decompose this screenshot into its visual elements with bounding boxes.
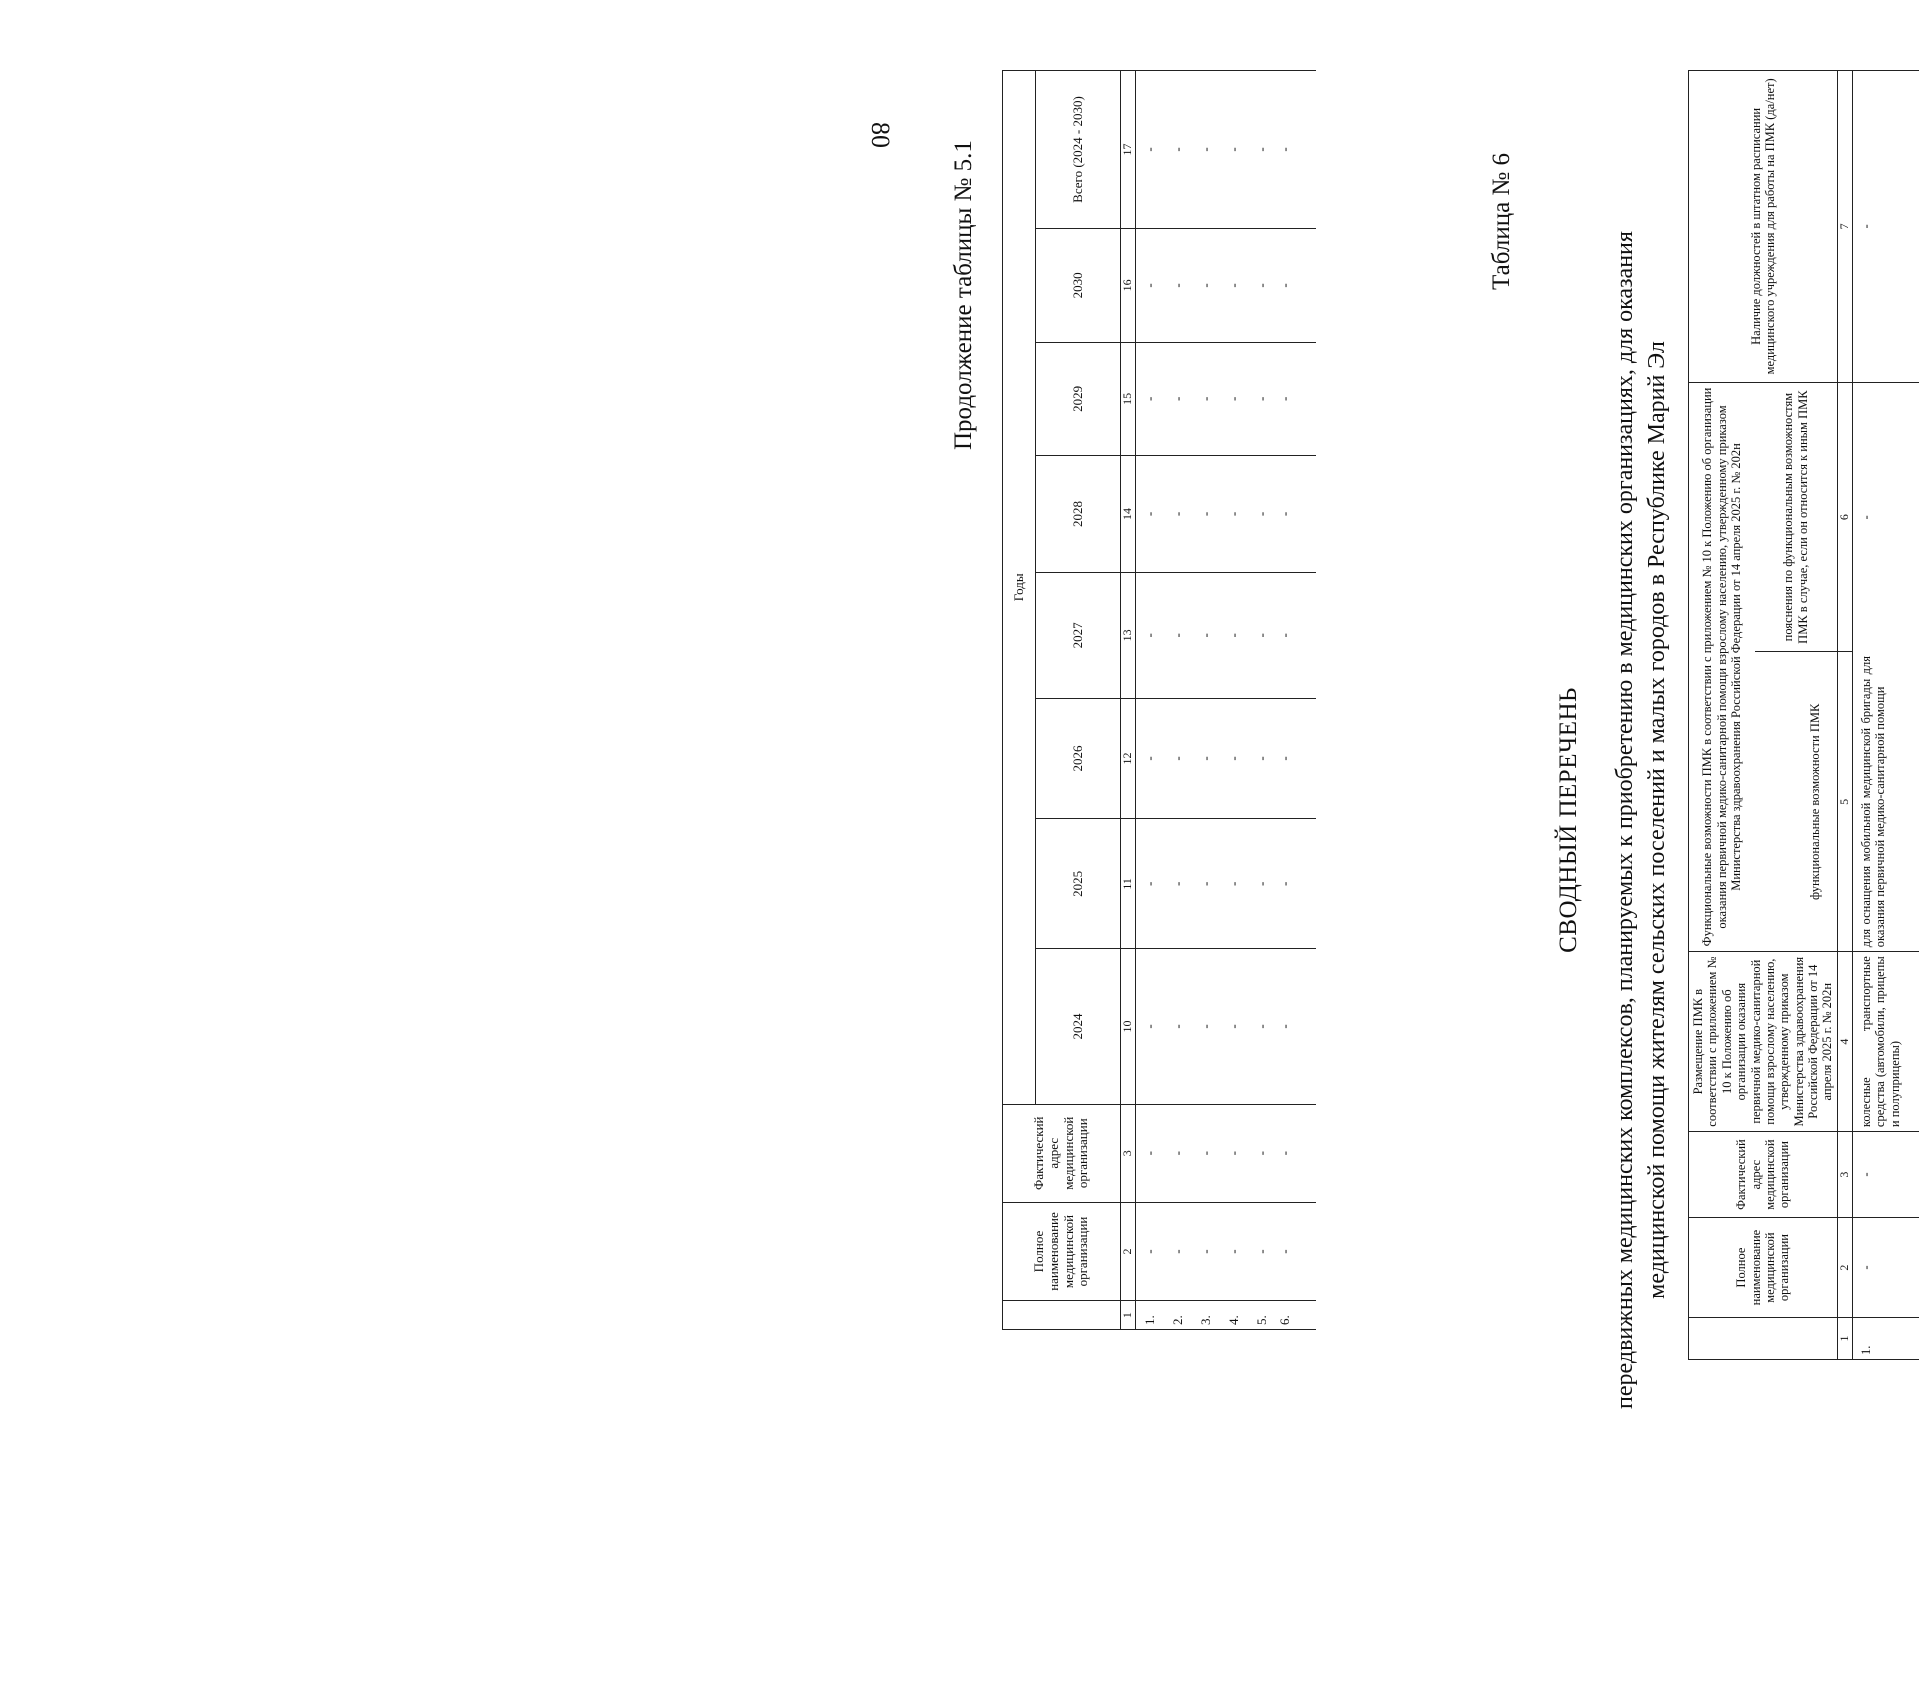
- table-cell: -: [1276, 1104, 1316, 1202]
- table-6-column-numbers: [1837, 71, 1852, 1360]
- table-cell: -: [1164, 1104, 1192, 1202]
- table-cell: -: [1136, 71, 1165, 229]
- header-placement: Размещение ПМК в соответствии с приложением № 10 к Положению об организации оказания первичной медико-санитарной помощи взрослому населению, утвержденному приказом Министерства здравоохранения Российской Федерации от 14 апреля 2025 г. № 202н: [1689, 952, 1838, 1132]
- table-cell: -: [1192, 342, 1220, 455]
- table-cell: -: [1248, 1202, 1276, 1301]
- table-6: [1688, 70, 1919, 1360]
- table-cell: -: [1248, 698, 1276, 819]
- table-cell: -: [1136, 698, 1165, 819]
- table-cell: -: [1852, 1218, 1919, 1318]
- row-number: 1.: [1852, 1318, 1919, 1360]
- column-number: 3: [1837, 1132, 1852, 1218]
- header-address: Фактический адрес медицинской организации: [1003, 1104, 1121, 1202]
- header-functional-group: Функциональные возможности ПМК в соответствии с приложением № 10 к Положению об организации оказания первичной медико-санитарной помощи взрослому населению, утвержденному приказом Министерства здравоохранения Российской Федерации от 14 апреля 2025 г. № 202н: [1689, 382, 1755, 951]
- row-number: 1.: [1136, 1301, 1165, 1330]
- table-cell: -: [1852, 1132, 1919, 1218]
- table-cell: -: [1276, 949, 1316, 1104]
- table-cell: -: [1276, 455, 1316, 572]
- header-number: [1003, 1301, 1121, 1330]
- table-5-1-continuation-title: Продолжение таблицы № 5.1: [950, 140, 977, 450]
- header-number: [1689, 1318, 1838, 1360]
- header-staff: Наличие должностей в штатном расписании медицинского учреждения для работы на ПМК (да/нет): [1689, 71, 1838, 383]
- header-year-2026: 2026: [1036, 698, 1121, 819]
- header-year-2028: 2028: [1036, 455, 1121, 572]
- table-cell: -: [1220, 71, 1248, 229]
- table-5-1-column-numbers: [1121, 71, 1136, 1330]
- table-5-1: [1002, 70, 1316, 1330]
- row-number: 4.: [1220, 1301, 1248, 1330]
- column-number: 1: [1121, 1301, 1136, 1330]
- header-address: Фактический адрес медицинской организации: [1689, 1132, 1838, 1218]
- table-row: [1248, 71, 1276, 1330]
- table-cell: -: [1192, 71, 1220, 229]
- table-cell: -: [1136, 573, 1165, 698]
- row-number: 2.: [1164, 1301, 1192, 1330]
- table-cell: -: [1852, 382, 1919, 652]
- table-cell: -: [1248, 71, 1276, 229]
- table-cell: -: [1852, 71, 1919, 383]
- table-cell: колесные транспортные средства (автомобили, прицепы и полуприцепы): [1852, 952, 1919, 1132]
- header-total: Всего (2024 - 2030): [1036, 71, 1121, 229]
- subheading-line-2: медицинской помощи жителям сельских поселений и малых городов в Республике Марий Эл: [1643, 341, 1670, 1299]
- table-row: [1220, 71, 1248, 1330]
- table-row: [1136, 71, 1165, 1330]
- table-row: [1852, 71, 1919, 1360]
- table-cell: -: [1136, 1104, 1165, 1202]
- table-cell: -: [1220, 819, 1248, 949]
- header-year-2025: 2025: [1036, 819, 1121, 949]
- table-cell: -: [1192, 698, 1220, 819]
- header-year-2027: 2027: [1036, 573, 1121, 698]
- header-year-2030: 2030: [1036, 229, 1121, 343]
- summary-list-heading: СВОДНЫЙ ПЕРЕЧЕНЬ: [1555, 687, 1582, 953]
- table-cell: -: [1192, 1104, 1220, 1202]
- table-cell: для оснащения мобильной медицинской бригады для оказания первичной медико-санитарной помощи: [1852, 652, 1919, 952]
- table-cell: -: [1136, 455, 1165, 572]
- table-cell: -: [1164, 229, 1192, 343]
- table-cell: -: [1248, 342, 1276, 455]
- table-5-1-header-row-1: [1003, 71, 1036, 1330]
- table-6-header-row-1: [1689, 71, 1755, 1360]
- table-cell: -: [1276, 342, 1316, 455]
- row-number: 3.: [1192, 1301, 1220, 1330]
- subheading-line-1: передвижных медицинских комплексов, планируемых к приобретению в медицинских организациях, для оказания: [1612, 231, 1638, 1409]
- column-number: 17: [1121, 71, 1136, 229]
- table-cell: -: [1276, 229, 1316, 343]
- table-cell: -: [1164, 819, 1192, 949]
- column-number: 6: [1837, 382, 1852, 652]
- table-cell: -: [1192, 573, 1220, 698]
- header-explanations: пояснения по функциональным возможностям ПМК в случае, если он относится к иным ПМК: [1755, 382, 1838, 652]
- table-cell: -: [1276, 71, 1316, 229]
- table-row: [1192, 71, 1220, 1330]
- table-cell: -: [1164, 573, 1192, 698]
- table-cell: -: [1248, 229, 1276, 343]
- table-cell: -: [1248, 949, 1276, 1104]
- header-full-name: Полное наименование медицинской организации: [1003, 1202, 1121, 1301]
- table-cell: -: [1220, 342, 1248, 455]
- table-cell: -: [1248, 1104, 1276, 1202]
- table-cell: -: [1192, 949, 1220, 1104]
- column-number: 10: [1121, 949, 1136, 1104]
- table-cell: -: [1136, 229, 1165, 343]
- table-cell: -: [1136, 1202, 1165, 1301]
- table-cell: -: [1136, 342, 1165, 455]
- table-cell: -: [1248, 455, 1276, 572]
- table-cell: -: [1164, 698, 1192, 819]
- column-number: 3: [1121, 1104, 1136, 1202]
- table-row: [1276, 71, 1316, 1330]
- table-cell: -: [1164, 342, 1192, 455]
- header-year-2029: 2029: [1036, 342, 1121, 455]
- table-cell: -: [1276, 1202, 1316, 1301]
- summary-list-subheading: [1610, 70, 1673, 1570]
- table-cell: -: [1164, 949, 1192, 1104]
- table-cell: -: [1220, 1202, 1248, 1301]
- column-number: 1: [1837, 1318, 1852, 1360]
- table-6-title: Таблица № 6: [1488, 152, 1515, 290]
- table-cell: -: [1220, 698, 1248, 819]
- table-cell: -: [1220, 229, 1248, 343]
- column-number: 11: [1121, 819, 1136, 949]
- page-number: 80: [866, 122, 895, 148]
- column-number: 5: [1837, 652, 1852, 952]
- header-years-group: Годы: [1003, 71, 1036, 1105]
- column-number: 16: [1121, 229, 1136, 343]
- table-cell: -: [1220, 573, 1248, 698]
- table-cell: -: [1248, 573, 1276, 698]
- table-cell: -: [1276, 819, 1316, 949]
- column-number: 15: [1121, 342, 1136, 455]
- table-cell: -: [1136, 949, 1165, 1104]
- column-number: 14: [1121, 455, 1136, 572]
- table-cell: -: [1192, 1202, 1220, 1301]
- row-number: 6.: [1276, 1301, 1316, 1330]
- table-cell: -: [1276, 573, 1316, 698]
- header-full-name: Полное наименование медицинской организации: [1689, 1218, 1838, 1318]
- table-cell: -: [1220, 949, 1248, 1104]
- header-functional: функциональные возможности ПМК: [1755, 652, 1838, 952]
- column-number: 12: [1121, 698, 1136, 819]
- table-cell: -: [1276, 698, 1316, 819]
- column-number: 13: [1121, 573, 1136, 698]
- column-number: 2: [1121, 1202, 1136, 1301]
- table-cell: -: [1192, 819, 1220, 949]
- column-number: 2: [1837, 1218, 1852, 1318]
- table-cell: -: [1164, 455, 1192, 572]
- table-cell: -: [1220, 455, 1248, 572]
- column-number: 4: [1837, 952, 1852, 1132]
- header-year-2024: 2024: [1036, 949, 1121, 1104]
- table-cell: -: [1220, 1104, 1248, 1202]
- table-cell: -: [1248, 819, 1276, 949]
- table-cell: -: [1164, 71, 1192, 229]
- table-cell: -: [1192, 229, 1220, 343]
- table-row: [1164, 71, 1192, 1330]
- column-number: 7: [1837, 71, 1852, 383]
- table-cell: -: [1192, 455, 1220, 572]
- table-cell: -: [1136, 819, 1165, 949]
- row-number: 5.: [1248, 1301, 1276, 1330]
- table-cell: -: [1164, 1202, 1192, 1301]
